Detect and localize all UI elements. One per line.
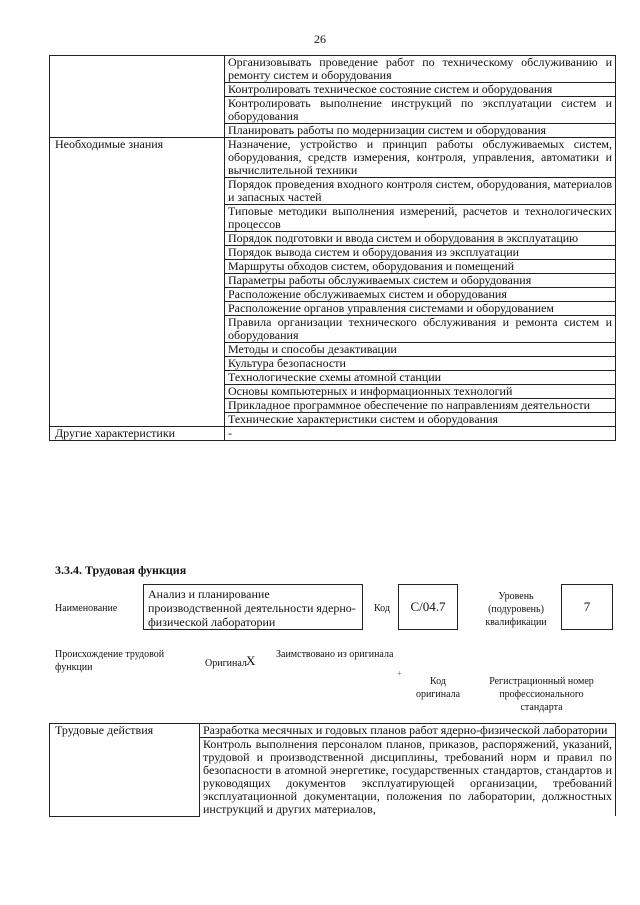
knowledge-item: Технологические схемы атомной станции [225, 371, 616, 385]
code-label: Код [374, 603, 390, 614]
knowledge-item: Основы компьютерных и информационных технологий [225, 385, 616, 399]
skill-item: Организовывать проведение работ по техническому обслуживанию и ремонту систем и оборудования [225, 56, 616, 83]
tick-mark: + [397, 669, 402, 678]
section-title: 3.3.4. Трудовая функция [55, 563, 187, 577]
skill-item: Контролировать выполнение инструкций по эксплуатации систем и оборудования [225, 97, 616, 124]
page-number: 26 [314, 32, 326, 46]
knowledge-item: Методы и способы дезактивации [225, 343, 616, 357]
knowledge-item: Порядок проведения входного контроля систем, оборудования, материалов и запасных частей [225, 178, 616, 205]
x-mark: X [246, 653, 256, 668]
registration-number-label: Регистрационный номер профессионального стандарта [489, 676, 594, 713]
original-code-label: Код оригинала [415, 676, 461, 700]
knowledge-item: Порядок подготовки и ввода систем и оборудования в эксплуатацию [225, 232, 616, 246]
knowledge-item: Параметры работы обслуживаемых систем и оборудования [225, 274, 616, 288]
function-name-box: Анализ и планирование производственной деятельности ядерно-физической лаборатории [143, 584, 363, 630]
labor-actions-table [49, 723, 616, 817]
knowledge-item: Культура безопасности [225, 357, 616, 371]
action-item: Контроль выполнения персоналом планов, приказов, распоряжений, указаний, трудовой и производственной дисциплины, требований норм и правил по безопасности в атомной энергетике, государственных стандартов, стандартов и руководящих документов эксплуатирующей организации, требований эксплуатационной документации, положения по лаборатории, должностных инструкций и других материалов, [200, 738, 616, 817]
table-row [50, 724, 616, 738]
knowledge-item: Расположение органов управления системами и оборудованием [225, 302, 616, 316]
code-box: C/04.7 [398, 584, 458, 630]
knowledge-item: Расположение обслуживаемых систем и оборудования [225, 288, 616, 302]
table-row [50, 56, 616, 83]
skill-item: Контролировать техническое состояние систем и оборудования [225, 83, 616, 97]
table-row [50, 427, 616, 441]
borrowed-label: Заимствовано из оригинала [276, 649, 394, 660]
name-label: Наименование [55, 603, 118, 614]
level-box: 7 [561, 584, 613, 630]
knowledge-item: Назначение, устройство и принцип работы обслуживаемых систем, оборудования, средств измерения, контроля, управления, автоматики и вычислительной техники [225, 138, 616, 178]
knowledge-item: Правила организации технического обслуживания и ремонта систем и оборудования [225, 316, 616, 343]
original-label: Оригинал [205, 658, 247, 669]
knowledge-item: Прикладное программное обеспечение по направлениям деятельности [225, 399, 616, 413]
knowledge-item: Порядок вывода систем и оборудования из эксплуатации [225, 246, 616, 260]
other-value: - [225, 427, 616, 441]
requirements-table [49, 55, 616, 441]
level-label: Уровень (подуровень) квалификации [485, 591, 547, 628]
actions-label: Трудовые действия [50, 724, 200, 817]
knowledge-label: Необходимые знания [50, 138, 225, 427]
table-row [50, 138, 616, 178]
knowledge-item: Типовые методики выполнения измерений, расчетов и технологических процессов [225, 205, 616, 232]
origin-label: Происхождение трудовой функции [55, 649, 165, 673]
other-label: Другие характеристики [50, 427, 225, 441]
knowledge-item: Маршруты обходов систем, оборудования и помещений [225, 260, 616, 274]
action-item: Разработка месячных и годовых планов работ ядерно-физической лаборатории [200, 724, 616, 738]
skill-item: Планировать работы по модернизации систем и оборудования [225, 124, 616, 138]
empty-label-cell [50, 56, 225, 138]
knowledge-item: Технические характеристики систем и оборудования [225, 413, 616, 427]
